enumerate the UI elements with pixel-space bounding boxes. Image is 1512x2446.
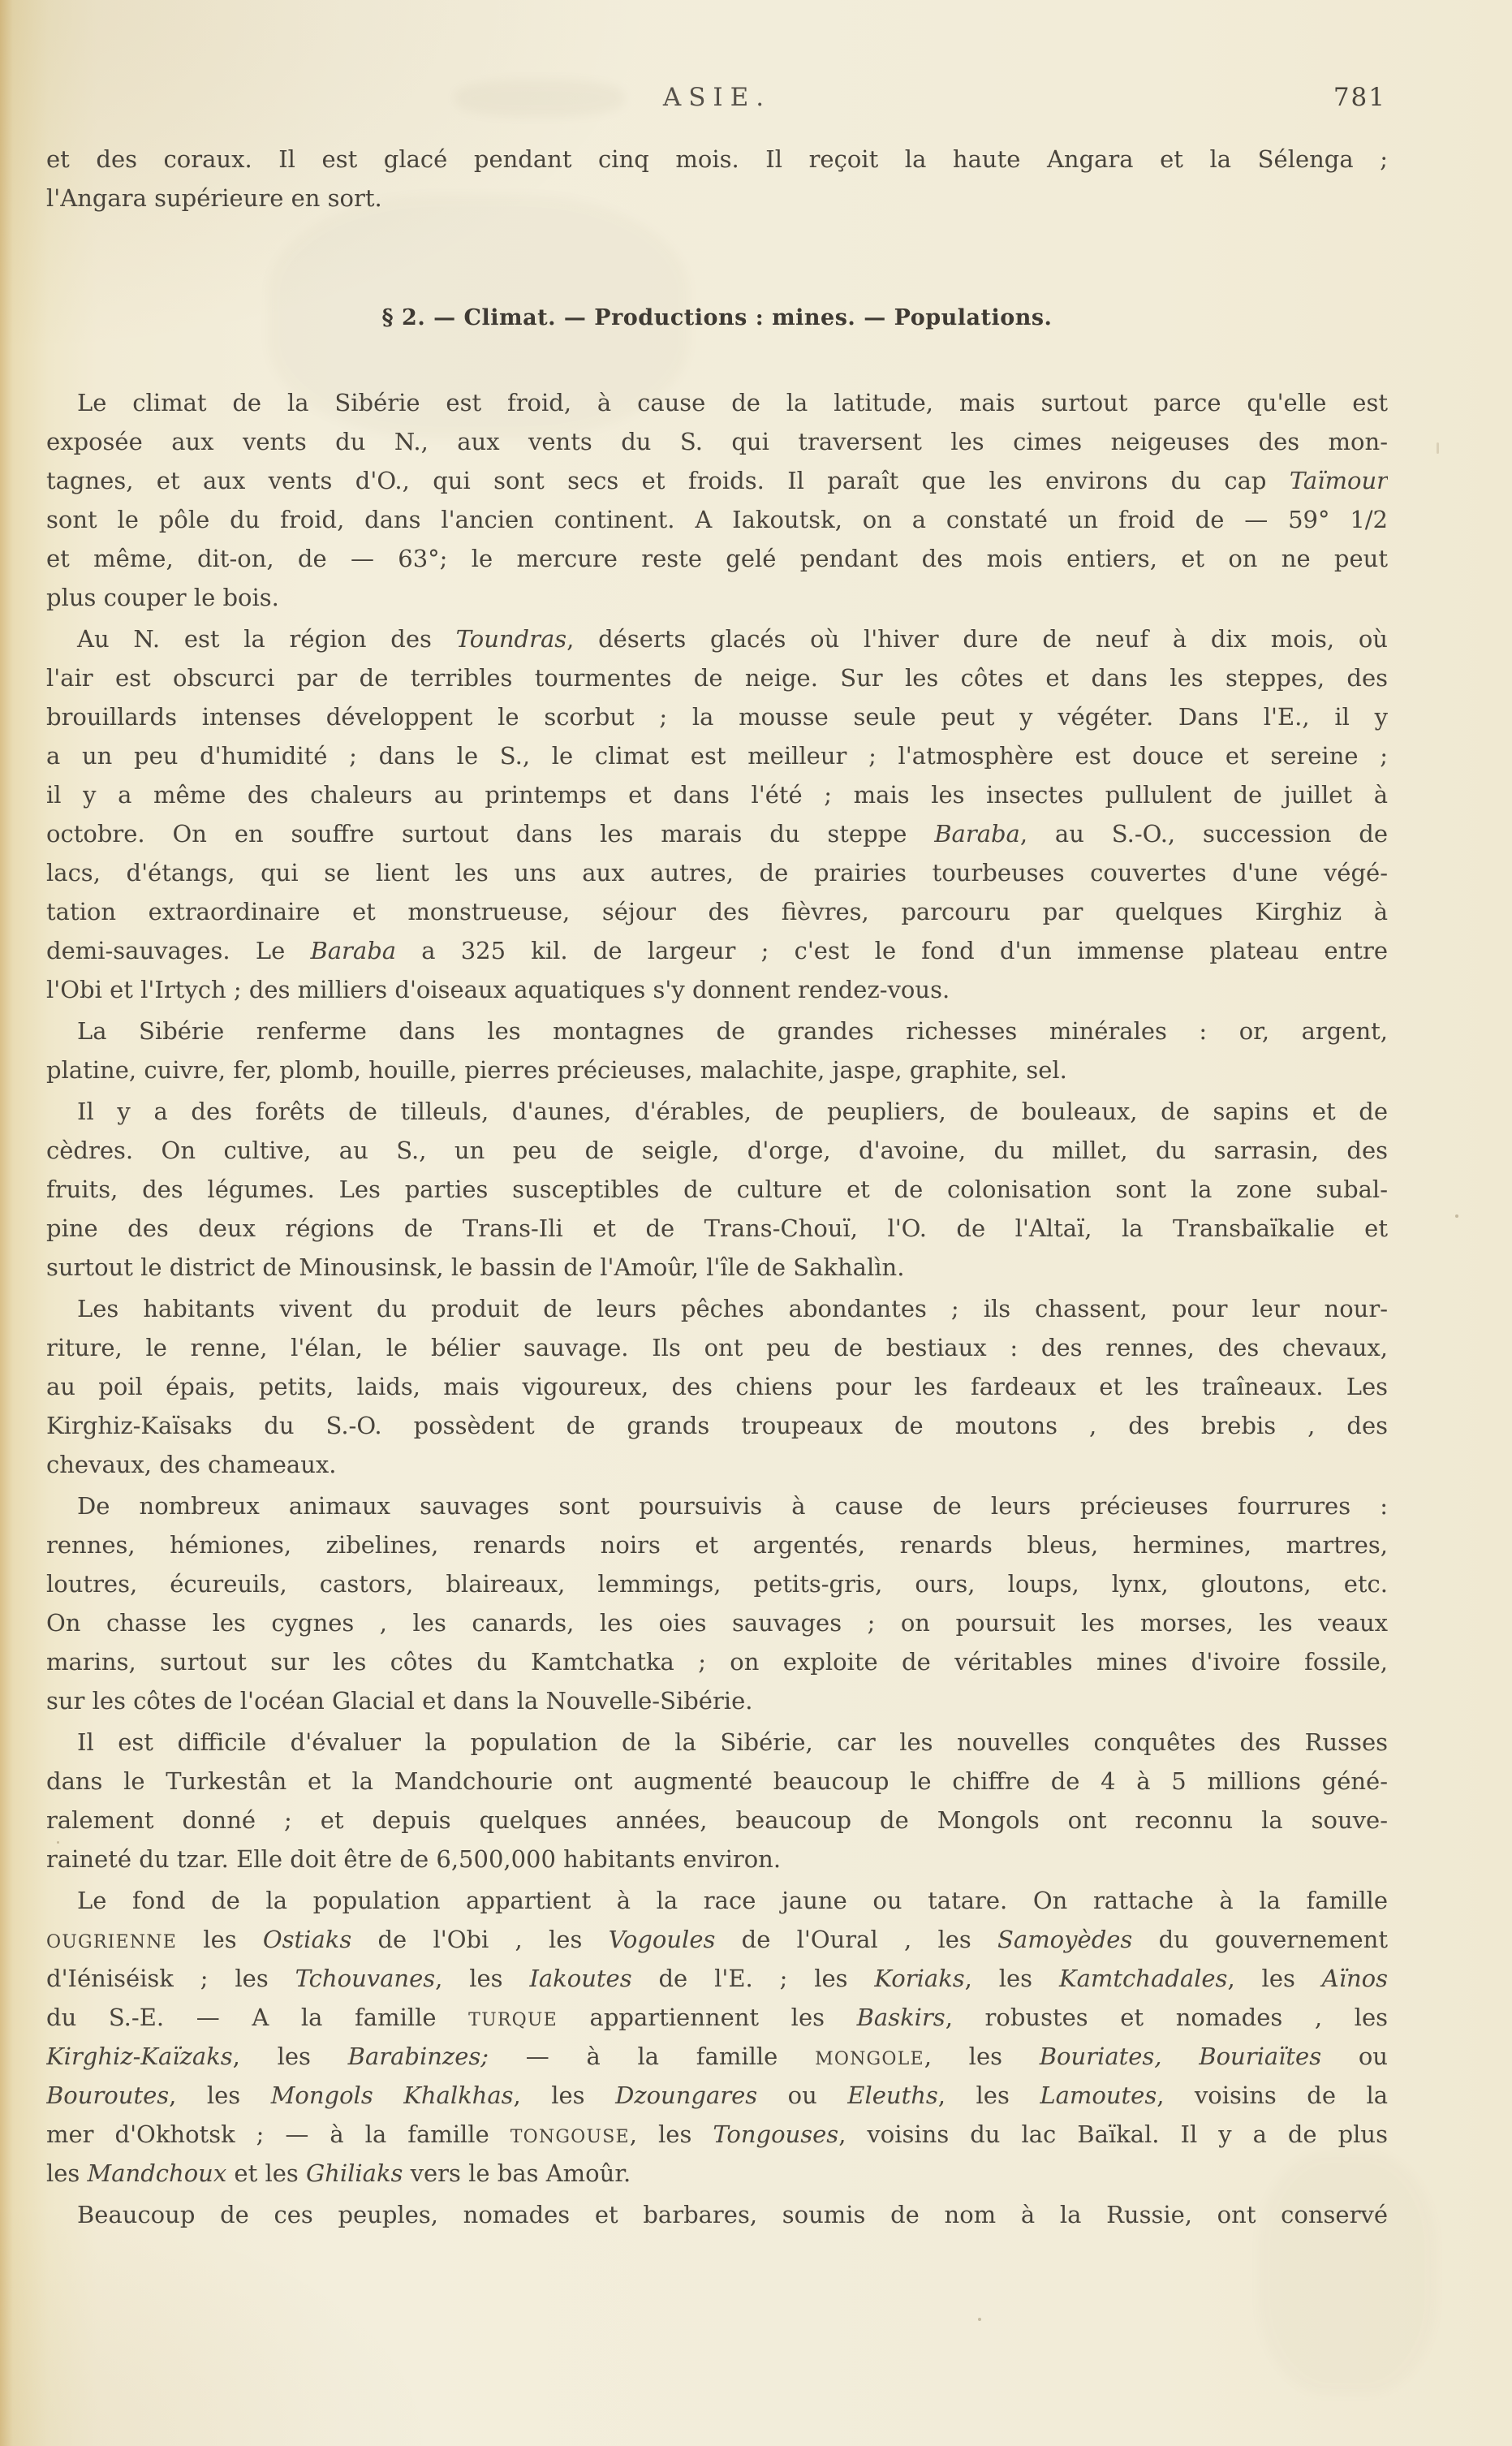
text-line [46, 892, 1388, 931]
text-segment: il y a même des chaleurs au printemps et dans l'été ; mais les insectes pullulent de juillet à [46, 781, 1388, 809]
text-line [46, 500, 1388, 539]
text-segment: Ghiliaks [305, 2159, 403, 2187]
text-line [46, 697, 1388, 736]
text-segment: TONGOUSE [510, 2127, 630, 2147]
text-segment: , les [513, 2081, 616, 2109]
text-segment: vers le bas Amoûr. [403, 2159, 631, 2187]
text-segment: tagnes, et aux vents d'O., qui sont secs et froids. Il paraît que les environs du cap [46, 467, 1290, 494]
paragraph [46, 140, 1388, 218]
text-segment: du S.-E. — A la famille [46, 2004, 469, 2031]
text-segment: Koriaks [874, 1965, 965, 1992]
text-line [46, 140, 1388, 179]
text-segment: Ostiaks [262, 1926, 352, 1953]
text-line [46, 383, 1388, 422]
text-segment: et les [226, 2159, 306, 2187]
text-segment: , robustes et nomades , les [945, 2004, 1388, 2031]
text-segment: Vogoules [608, 1926, 716, 1953]
text-segment: l'Obi et l'Irtych ; des milliers d'oiseaux aquatiques s'y donnent rendez-vous. [46, 976, 950, 1003]
text-segment: Toundras [455, 625, 567, 653]
text-line [46, 1367, 1388, 1406]
text-column [46, 0, 1388, 2237]
text-segment: Kirghiz-Kaïzaks [46, 2043, 233, 2070]
paragraph [46, 619, 1388, 1009]
text-line [46, 931, 1388, 970]
page-header [46, 83, 1388, 119]
text-segment: Mongols Khalkhas [270, 2081, 514, 2109]
text-line [46, 422, 1388, 461]
text-segment: tation extraordinaire et monstrueuse, séjour des fièvres, parcouru par quelques Kirghiz à [46, 898, 1388, 925]
text-segment: Il y a des forêts de tilleuls, d'aunes, d'érables, de peupliers, de bouleaux, de sapins et de [77, 1098, 1388, 1125]
text-segment: marins, surtout sur les côtes du Kamtchatka ; on exploite de véritables mines d'ivoire fossile, [46, 1648, 1388, 1676]
text-line [46, 1170, 1388, 1209]
text-segment: exposée aux vents du N., aux vents du S. qui traversent les cimes neigeuses des mon- [46, 428, 1388, 455]
text-segment: loutres, écureuils, castors, blaireaux, lemmings, petits-gris, ours, loups, lynx, gloutons, etc. [46, 1570, 1388, 1598]
text-segment: , au S.-O., succession de [1019, 820, 1388, 848]
section-heading: § 2. — Climat. — Productions : mines. — Populations. [381, 305, 1053, 330]
text-line [46, 539, 1388, 578]
text-line [46, 1289, 1388, 1328]
text-segment: TURQUE [468, 2010, 558, 2030]
text-segment: dans le Turkestân et la Mandchourie ont augmenté beaucoup le chiffre de 4 à 5 millions géné- [46, 1767, 1388, 1795]
text-segment: MONGOLE [815, 2049, 924, 2069]
text-segment: , les [937, 2081, 1040, 2109]
text-line [46, 578, 1388, 617]
paragraph [46, 1486, 1388, 1720]
text-line [46, 1920, 1388, 1959]
text-segment: Eleuths [847, 2081, 938, 2109]
text-segment: a 325 kil. de largeur ; c'est le fond d'un immense plateau entre [396, 937, 1388, 964]
text-line [46, 1406, 1388, 1445]
text-segment: cèdres. On cultive, au S., un peu de seigle, d'orge, d'avoine, du millet, du sarrasin, des [46, 1137, 1388, 1164]
text-segment: ou [757, 2081, 848, 2109]
text-segment: , les [1227, 1965, 1322, 1992]
text-segment: ou [1321, 2043, 1388, 2070]
text-segment: Mandchoux [87, 2159, 227, 2187]
text-segment: La Sibérie renferme dans les montagnes de grandes richesses minérales : or, argent, [77, 1017, 1388, 1045]
text-line [46, 1050, 1388, 1089]
text-line [46, 1209, 1388, 1248]
text-segment: Tchouvanes [295, 1965, 436, 1992]
text-segment: Au N. est la région des [77, 625, 456, 653]
text-segment: Lamoutes [1040, 2081, 1157, 2109]
text-segment: platine, cuivre, fer, plomb, houille, pierres précieuses, malachite, jaspe, graphite, sel. [46, 1056, 1067, 1084]
text-line [46, 1603, 1388, 1642]
paragraph [46, 1289, 1388, 1484]
text-segment: Samoyèdes [997, 1926, 1133, 1953]
text-segment: , les [435, 1965, 530, 1992]
text-line [46, 1681, 1388, 1720]
text-segment: brouillards intenses développent le scorbut ; la mousse seule peut y végéter. Dans l'E., il y [46, 703, 1388, 731]
text-segment: du gouvernement [1132, 1926, 1388, 1953]
text-line [46, 658, 1388, 697]
text-segment: Le fond de la population appartient à la race jaune ou tatare. On rattache à la famille [77, 1887, 1388, 1914]
text-line [46, 1092, 1388, 1131]
text-segment: Bouroutes [46, 2081, 170, 2109]
text-line [46, 1998, 1388, 2037]
text-segment: les [46, 2159, 88, 2187]
text-line [46, 1564, 1388, 1603]
text-line [46, 2037, 1388, 2076]
text-segment: l'Angara supérieure en sort. [46, 184, 382, 212]
text-segment: de l'Oural , les [715, 1926, 998, 1953]
text-segment: pine des deux régions de Trans-Ili et de Trans-Chouï, l'O. de l'Altaï, la Transbaïkalie et [46, 1214, 1388, 1242]
text-line [46, 1012, 1388, 1050]
text-line [46, 853, 1388, 892]
text-segment: Dzoungares [615, 2081, 758, 2109]
text-segment: demi-sauvages. Le [46, 937, 311, 964]
text-segment: , les [232, 2043, 348, 2070]
text-segment: — à la famille [489, 2043, 816, 2070]
text-line [46, 179, 1388, 218]
text-line [46, 1959, 1388, 1998]
text-segment: Baskirs [856, 2004, 946, 2031]
text-segment: Baraba [310, 937, 397, 964]
text-segment: , les [169, 2081, 271, 2109]
text-segment: a un peu d'humidité ; dans le S., le climat est meilleur ; l'atmosphère est douce et sereine ; [46, 742, 1388, 770]
text-segment: d'Iéniséisk ; les [46, 1965, 295, 1992]
text-segment: plus couper le bois. [46, 584, 279, 611]
text-line [46, 1723, 1388, 1762]
running-title: ASIE. [662, 83, 772, 112]
text-line [46, 1248, 1388, 1287]
text-line [46, 2195, 1388, 2234]
page-number: 781 [1333, 83, 1386, 112]
text-line [46, 1801, 1388, 1840]
text-line [46, 970, 1388, 1009]
text-line [46, 1445, 1388, 1484]
text-segment: Kirghiz-Kaïsaks du S.-O. possèdent de grands troupeaux de moutons , des brebis , des [46, 1412, 1388, 1439]
text-line [46, 1762, 1388, 1801]
text-line [46, 736, 1388, 775]
text-line [46, 619, 1388, 658]
text-line [46, 1840, 1388, 1879]
text-segment: et des coraux. Il est glacé pendant cinq mois. Il reçoit la haute Angara et la Sélenga ; [46, 145, 1388, 173]
text-segment: mer d'Okhotsk ; — à la famille [46, 2120, 510, 2148]
text-segment: , déserts glacés où l'hiver dure de neuf à dix mois, où [566, 625, 1388, 653]
text-segment: l'air est obscurci par de terribles tourmentes de neige. Sur les côtes et dans les steppes, des [46, 664, 1388, 692]
text-line [46, 1642, 1388, 1681]
text-segment: surtout le district de Minousinsk, le bassin de l'Amoûr, l'île de Sakhalìn. [46, 1253, 905, 1281]
text-segment: de l'Obi , les [351, 1926, 609, 1953]
text-segment: Barabinzes; [347, 2043, 489, 2070]
text-segment: , voisins de la [1157, 2081, 1388, 2109]
text-segment: Taïmour [1289, 467, 1388, 494]
paper-speck [1455, 1214, 1458, 1218]
text-segment: rennes, hémiones, zibelines, renards noirs et argentés, renards bleus, hermines, martres, [46, 1531, 1388, 1559]
text-segment: fruits, des légumes. Les parties susceptibles de culture et de colonisation sont la zone subal- [46, 1176, 1388, 1203]
text-line [46, 1131, 1388, 1170]
text-segment: de l'E. ; les [631, 1965, 875, 1992]
text-segment: Aïnos [1321, 1965, 1388, 1992]
text-segment: , les [964, 1965, 1059, 1992]
text-segment: au poil épais, petits, laids, mais vigoureux, des chiens pour les fardeaux et les traîneaux. Les [46, 1373, 1388, 1400]
text-segment: chevaux, des chameaux. [46, 1451, 337, 1478]
text-segment: les [177, 1926, 263, 1953]
text-segment: Les habitants vivent du produit de leurs pêches abondantes ; ils chassent, pour leur nour- [77, 1295, 1388, 1322]
text-segment: Tongouses [713, 2120, 839, 2148]
text-line [46, 1881, 1388, 1920]
paper-speck [978, 2318, 981, 2321]
text-line [46, 2076, 1388, 2115]
text-segment: raineté du tzar. Elle doit être de 6,500,000 habitants environ. [46, 1845, 782, 1873]
text-segment: appartiennent les [557, 2004, 857, 2031]
text-segment: Le climat de la Sibérie est froid, à cause de la latitude, mais surtout parce qu'elle est [77, 389, 1388, 416]
paragraph [46, 1092, 1388, 1287]
text-segment: sont le pôle du froid, dans l'ancien continent. A Iakoutsk, on a constaté un froid de — 59° 1/2 [46, 506, 1388, 533]
text-segment: lacs, d'étangs, qui se lient les uns aux autres, de prairies tourbeuses couvertes d'une végé- [46, 859, 1388, 887]
text-segment: sur les côtes de l'océan Glacial et dans la Nouvelle-Sibérie. [46, 1687, 753, 1715]
text-line [46, 1525, 1388, 1564]
text-segment: De nombreux animaux sauvages sont poursuivis à cause de leurs précieuses fourrures : [77, 1492, 1388, 1520]
text-segment: On chasse les cygnes , les canards, les oies sauvages ; on poursuit les morses, les veaux [46, 1609, 1388, 1637]
text-line [46, 1328, 1388, 1367]
text-segment: , les [924, 2043, 1040, 2070]
text-segment: riture, le renne, l'élan, le bélier sauvage. Ils ont peu de bestiaux : des rennes, des chevaux, [46, 1334, 1388, 1361]
text-segment: , les [629, 2120, 713, 2148]
paragraph [46, 383, 1388, 617]
text-segment: ralement donné ; et depuis quelques années, beaucoup de Mongols ont reconnu la souve- [46, 1806, 1388, 1834]
text-segment: , voisins du lac Baïkal. Il y a de plus [838, 2120, 1388, 2148]
paragraph [46, 2195, 1388, 2234]
text-segment: Iakoutes [529, 1965, 632, 1992]
paragraph [46, 1723, 1388, 1879]
text-line [46, 2154, 1388, 2193]
text-segment: OUGRIENNE [46, 1932, 178, 1952]
text-segment: Beaucoup de ces peuples, nomades et barbares, soumis de nom à la Russie, ont conservé [77, 2201, 1388, 2228]
text-line [46, 814, 1388, 853]
text-line [46, 461, 1388, 500]
text-segment: Baraba [934, 820, 1020, 848]
text-line [46, 775, 1388, 814]
text-segment: Bouriates, Bouriaïtes [1039, 2043, 1322, 2070]
text-segment: Il est difficile d'évaluer la population de la Sibérie, car les nouvelles conquêtes des Russes [77, 1728, 1388, 1756]
text-line [46, 2115, 1388, 2154]
paragraph [46, 1881, 1388, 2193]
text-line [46, 1486, 1388, 1525]
text-segment: octobre. On en souffre surtout dans les marais du steppe [46, 820, 935, 848]
page-body [46, 140, 1388, 2234]
paragraph [46, 1012, 1388, 1089]
text-segment: et même, dit-on, de — 63°; le mercure reste gelé pendant des mois entiers, et on ne peut [46, 545, 1388, 572]
paper-speck [1437, 442, 1439, 454]
text-segment: Kamtchadales [1058, 1965, 1228, 1992]
